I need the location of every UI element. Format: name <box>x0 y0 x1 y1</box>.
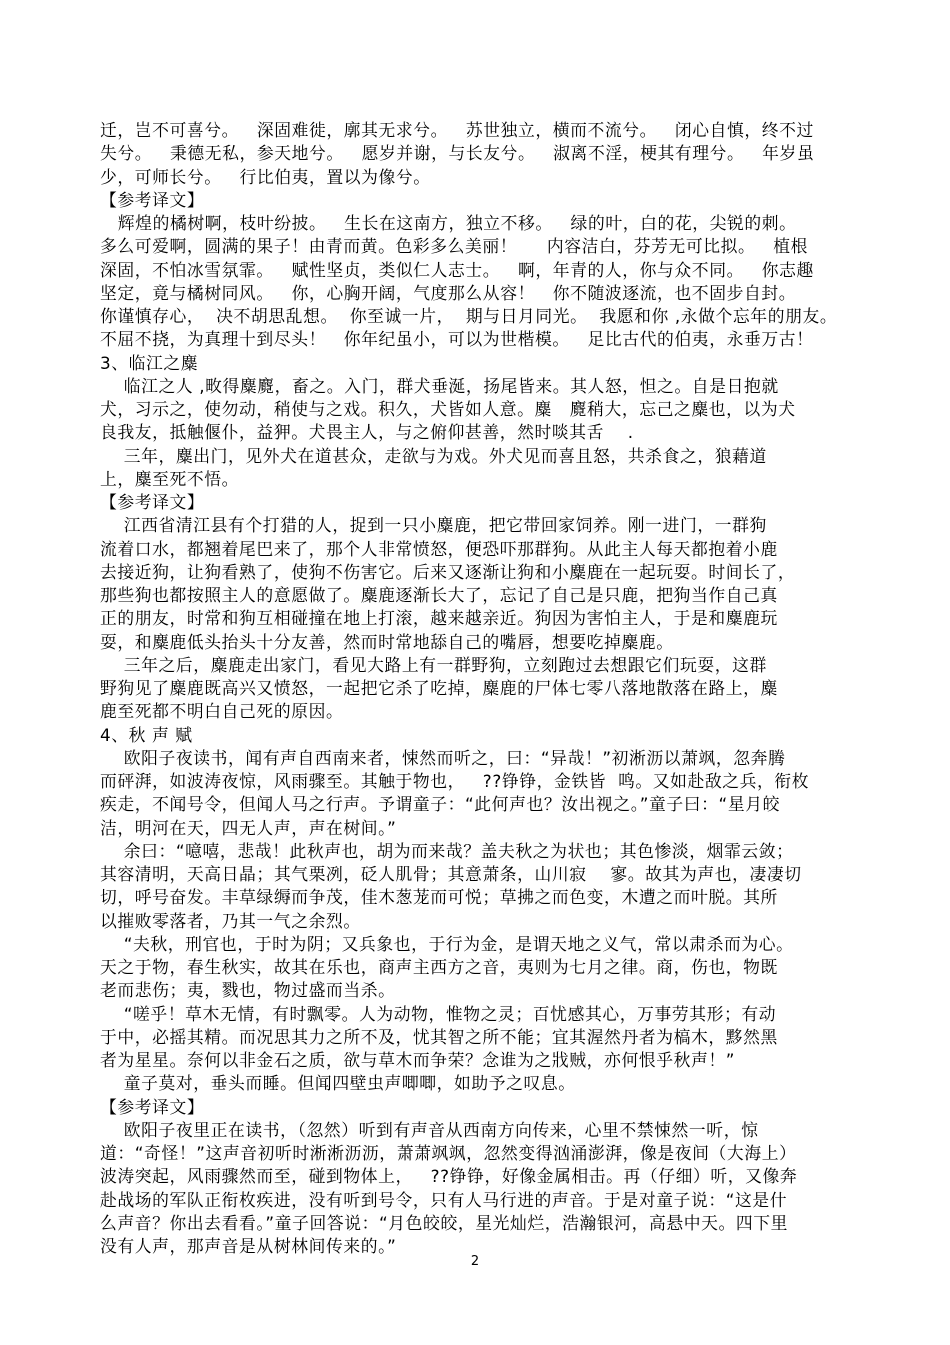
text-line: 于中，必摇其精。而况思其力之所不及，忧其智之所不能；宜其渥然丹者为槁木，黟然黑 <box>100 1026 778 1047</box>
text-line: “嗟乎！草木无情，有时飘零。人为动物，惟物之灵；百忧感其心，万事劳其形；有动 <box>100 1003 777 1024</box>
text-line: 你谨慎存心， 决不胡思乱想。 你至诚一片， 期与日月同光。 我愿和你 ,永做个忘年的朋友。 <box>100 306 838 326</box>
text-line: 欧阳子夜里正在读书，（忽然）听到有声音从西南方向传来，心里不禁悚然一听，惊 <box>100 1119 759 1140</box>
text-line: 临江之人 ,畋得麋麑，畜之。入门，群犬垂涎，扬尾皆来。其人怒，怛之。自是日抱就 <box>100 375 779 396</box>
text-line: 天之于物，春生秋实，故其在乐也，商声主西方之音，夷则为七月之律。商，伤也，物既 <box>100 957 778 977</box>
text-line: 犬，习示之，使勿动，稍使与之戏。积久，犬皆如人意。麋 麑稍大，忘己之麋也，以为犬 <box>100 399 796 419</box>
text-line: 波涛突起，风雨骤然而至，碰到物体上， ??铮铮，好像金属相击。再（仔细）听，又像奔 <box>100 1166 798 1187</box>
text-line: 正的朋友，时常和狗互相碰撞在地上打滚，越来越亲近。狗因为害怕主人，于是和麋鹿玩 <box>100 608 778 629</box>
text-line: 3、临江之麋 <box>100 352 199 373</box>
text-line: 欧阳子夜读书，闻有声自西南来者，悚然而听之，曰：“异哉！”初淅沥以萧飒，忽奔腾 <box>100 747 786 768</box>
text-line: 疾走，不闻号令，但闻人马之行声。予谓童子：“此何声也？汝出视之。”童子曰：“星月皎 <box>100 794 780 815</box>
text-line: 4、秋 声 赋 <box>100 724 193 745</box>
text-line: 以摧败零落者，乃其一气之余烈。 <box>100 910 361 931</box>
text-line: 而砰湃，如波涛夜惊，风雨骤至。其触于物也， ??铮铮，金铁皆 鸣。又如赴敌之兵，衔枚 <box>100 771 810 791</box>
text-line: 江西省清江县有个打猎的人，捉到一只小麋鹿，把它带回家饲养。刚一进门，一群狗 <box>100 515 767 536</box>
text-line: 切，呼号奋发。丰草绿缛而争茂，佳木葱茏而可悦；草拂之而色变，木遭之而叶脱。其所 <box>100 887 778 908</box>
text-line: 耍，和麋鹿低头抬头十分友善，然而时常地舔自己的嘴唇，想要吃掉麋鹿。 <box>100 631 674 652</box>
text-line: 其容清明，天高日晶；其气栗冽，砭人肌骨；其意萧条，山川寂 寥。故其为声也，凄凄切 <box>100 864 802 884</box>
text-line: 去接近狗，让狗看熟了，使狗不伤害它。后来又逐渐让狗和小麋鹿在一起玩耍。时间长了， <box>100 561 796 582</box>
text-line: 鹿至死都不明白自己死的原因。 <box>100 701 344 722</box>
text-line: 三年，麋出门，见外犬在道甚众，走欲与为戏。外犬见而喜且怒，共杀食之，狼藉道 <box>100 445 767 466</box>
text-line: 那些狗也都按照主人的意愿做了。麋鹿逐渐长大了，忘记了自己是只鹿，把狗当作自己真 <box>100 585 778 605</box>
text-line: 野狗见了麋鹿既高兴又愤怒，一起把它杀了吃掉，麋鹿的尸体七零八落地散落在路上，麋 <box>100 678 778 698</box>
text-line: 【参考译文】 <box>100 189 205 210</box>
text-line: 失兮。 秉德无私，参天地兮。 愿岁并谢，与长友兮。 淑离不淫，梗其有理兮。 年岁虽 <box>100 143 815 164</box>
text-line: 多么可爱啊，圆满的果子！由青而黄。色彩多么美丽！ 内容洁白，芬芳无可比拟。 植根 <box>100 236 808 257</box>
text-line: 者为星星。奈何以非金石之质，欲与草木而争荣？念谁为之戕贼，亦何恨乎秋声！” <box>100 1050 736 1070</box>
text-line: 赴战场的军队正衔枚疾进，没有听到号令，只有人马行进的声音。于是对童子说：“这是什 <box>100 1189 788 1210</box>
text-line: 【参考译文】 <box>100 1096 205 1117</box>
text-line: 上，麋至死不悟。 <box>100 468 240 489</box>
text-line: 少，可师长兮。 行比伯夷，置以为像兮。 <box>100 166 431 187</box>
text-line: 流着口水，都翘着尾巴来了，那个人非常愤怒，便恐吓那群狗。从此主人每天都抱着小鹿 <box>100 538 778 559</box>
text-line: 余曰：“噫嘻，悲哉！此秋声也，胡为而来哉？盖夫秋之为状也；其色惨淡，烟霏云敛； <box>100 840 794 861</box>
text-line: 辉煌的橘树啊，枝叶纷披。 生长在这南方，独立不移。 绿的叶，白的花，尖锐的刺。 <box>100 213 797 233</box>
text-line: 洁，明河在天，四无人声，声在树间。” <box>100 817 397 838</box>
text-line: “夫秋，刑官也，于时为阴；又兵象也，于行为金，是谓天地之义气，常以肃杀而为心。 <box>100 933 794 954</box>
text-line: 老而悲伤；夷，戮也，物过盛而当杀。 <box>100 980 396 1001</box>
text-line: 童子莫对，垂头而睡。但闻四壁虫声唧唧，如助予之叹息。 <box>100 1073 576 1094</box>
text-line: 良我友，抵触偃仆，益狎。犬畏主人，与之俯仰甚善，然时啖其舌 . <box>100 422 634 443</box>
page-number: 2 <box>470 1254 480 1269</box>
text-line: 不屈不挠，为真理十到尽头！ 你年纪虽小，可以为世楷模。 足比古代的伯夷，永垂万古！ <box>100 329 814 350</box>
text-line: 道：“奇怪！”这声音初听时淅淅沥沥，萧萧飒飒，忽然变得汹涌澎湃，像是夜间（大海上） <box>100 1143 797 1163</box>
text-line: 没有人声，那声音是从树林间传来的。” <box>100 1236 397 1256</box>
text-line: 么声音？你出去看看。”童子回答说：“月色皎皎，星光灿烂，浩瀚银河，高悬中天。四下里 <box>100 1212 789 1233</box>
text-line: 坚定，竟与橘树同风。 你，心胸开阔，气度那么从容！ 你不随波逐流，也不固步自封。 <box>100 282 797 303</box>
text-line: 深固，不怕冰雪氛霏。 赋性坚贞，类似仁人志士。 啊，年青的人，你与众不同。 你志趣 <box>100 259 814 280</box>
text-line: 【参考译文】 <box>100 492 205 512</box>
text-line: 三年之后，麋鹿走出家门，看见大路上有一群野狗，立刻跑过去想跟它们玩耍，这群 <box>100 654 767 675</box>
text-line: 迁，岂不可喜兮。 深固难徙，廓其无求兮。 苏世独立，横而不流兮。 闭心自慎，终不过 <box>100 120 814 140</box>
